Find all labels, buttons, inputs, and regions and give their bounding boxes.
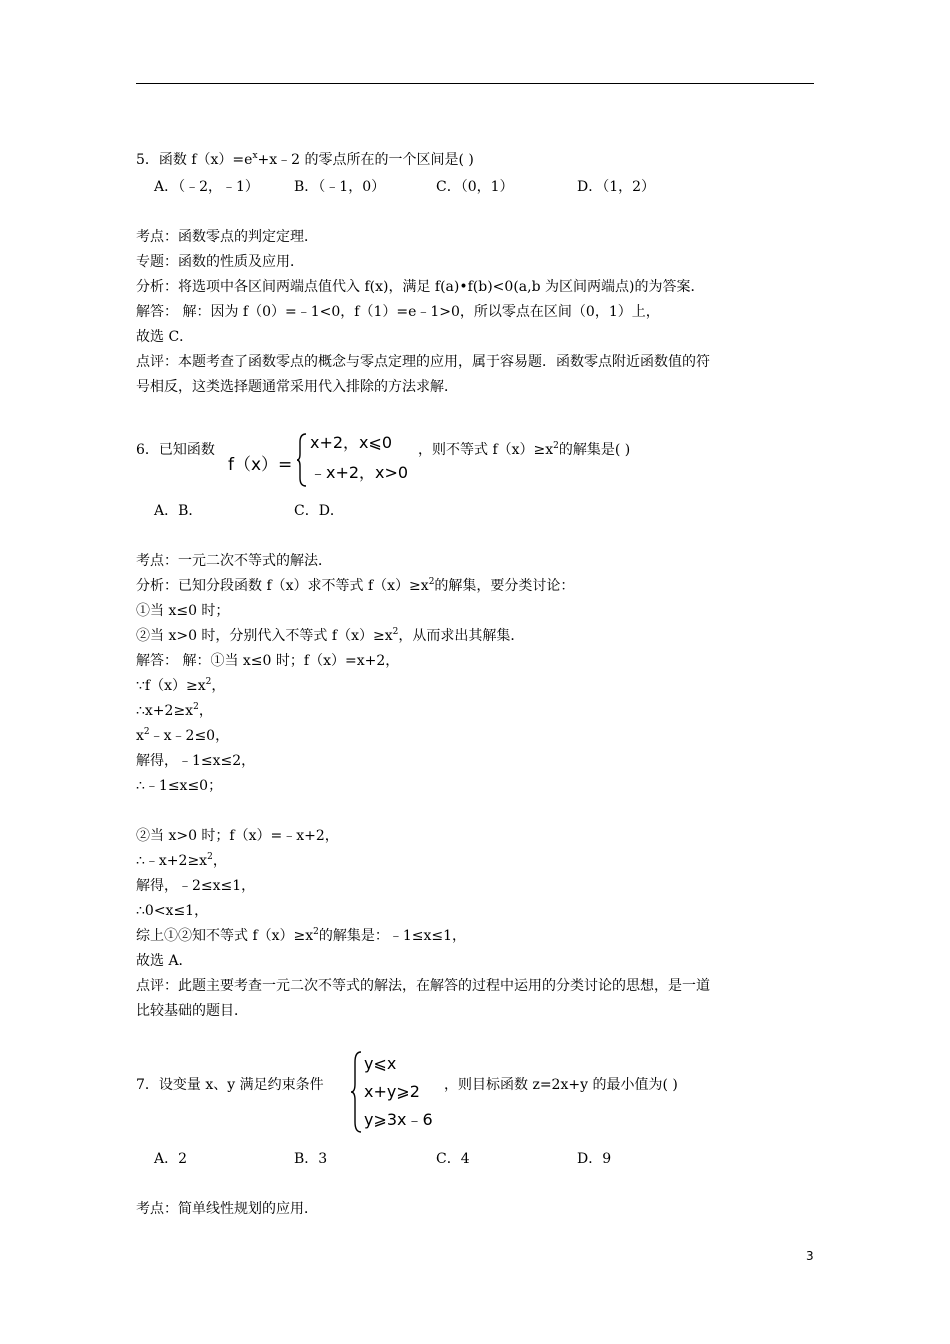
q6-solution-10: ∴0<x≤1， (136, 903, 209, 919)
q5-stem: 5．函数 $f(x)=e^x+x﹣2$ 的零点所在的一个区间是( ) (136, 151, 474, 168)
q6-solution-2: $\because f(x)\ge x^2$， (136, 677, 226, 694)
q7-option-c[interactable]: C．4 (436, 1151, 470, 1167)
q6-piece-2: ﹣x+2，x>0 (310, 463, 409, 482)
q6-piece-1: x+2，x⩽0 (310, 433, 393, 452)
q6-solution-4: $x^2﹣x﹣2\le 0$， (136, 727, 230, 744)
q7-left-brace (350, 1050, 363, 1134)
q5-kaodian: 考点：函数零点的判定定理． (136, 229, 318, 245)
q5-option-b[interactable]: B．（﹣1，0） (294, 179, 386, 195)
page-number: 3 (806, 1249, 814, 1263)
q6-solution-1: 解答： 解：①当 x≤0 时；f（x）=x+2， (136, 653, 400, 669)
q6-kaodian: 考点：一元二次不等式的解法． (136, 553, 332, 569)
q6-stem-suffix: ，则不等式 $f(x)\ge x^2$的解集是( ) (418, 441, 631, 458)
q6-solution-5: 解得，﹣1≤x≤2， (136, 753, 256, 769)
q6-case-1: ①当 x≤0 时； (136, 603, 230, 619)
q6-func-lhs: f（x）= (228, 455, 293, 475)
q5-option-c[interactable]: C．（0，1） (436, 179, 514, 195)
q7-option-b[interactable]: B．3 (294, 1151, 328, 1167)
header-rule (136, 83, 814, 84)
q5-dianping-1: 点评：本题考查了函数零点的概念与零点定理的应用，属于容易题．函数零点附近函数值的符 (136, 354, 710, 370)
q6-solution-6: ∴﹣1≤x≤0； (136, 778, 223, 794)
q5-guxuan: 故选 C． (136, 329, 194, 345)
q7-stem-suffix: ，则目标函数 z=2x+y 的最小值为( ) (444, 1077, 678, 1093)
q6-guxuan: 故选 A． (136, 953, 193, 969)
q5-option-a[interactable]: A．（﹣2，﹣1） (154, 179, 259, 195)
q5-fenxi: 分析：将选项中各区间两端点值代入 f(x)，满足 f(a)•f(b)<0(a,b 为区间两端点)的为答案． (136, 279, 705, 295)
q6-solution-7: ②当 x>0 时；f（x）=﹣x+2， (136, 828, 339, 844)
q6-solution-3: $\therefore x+2\ge x^2$， (136, 702, 213, 719)
q6-solution-11: 综上①②知不等式 $f(x)\ge x^2$的解集是：﹣1≤x≤1， (136, 927, 467, 944)
q6-case-2: ②当 x>0 时，分别代入不等式 $f(x)\ge x^2$，从而求出其解集． (136, 627, 525, 644)
q5-jieda: 解答： 解：因为 f（0）=﹣1<0，f（1）=e﹣1>0，所以零点在区间（0，1）上， (136, 304, 660, 320)
q7-constraint-1: y⩽x (364, 1054, 397, 1073)
q6-left-brace (296, 432, 308, 488)
q6-solution-8: $\therefore﹣x+2\ge x^2$， (136, 852, 227, 869)
q6-option-cd[interactable]: C．D． (294, 503, 344, 519)
q6-stem-prefix: 6．已知函数 (136, 442, 215, 458)
q7-option-d[interactable]: D．9 (577, 1151, 612, 1167)
q5-option-d[interactable]: D．（1，2） (577, 179, 656, 195)
q5-zhuanti: 专题：函数的性质及应用． (136, 254, 304, 270)
q7-option-a[interactable]: A．2 (154, 1151, 188, 1167)
q7-constraint-3: y⩾3x﹣6 (364, 1110, 433, 1129)
q5-dianping-2: 号相反，这类选择题通常采用代入排除的方法求解． (136, 379, 458, 395)
q6-solution-9: 解得，﹣2≤x≤1， (136, 878, 256, 894)
q7-constraint-2: x+y⩾2 (364, 1082, 420, 1101)
q7-kaodian: 考点：简单线性规划的应用． (136, 1201, 318, 1217)
q6-dianping-2: 比较基础的题目． (136, 1003, 248, 1019)
q6-dianping-1: 点评：此题主要考查一元二次不等式的解法，在解答的过程中运用的分类讨论的思想，是一道 (136, 978, 710, 994)
q6-fenxi: 分析：已知分段函数 f（x）求不等式 $f(x)\ge x^2$的解集，要分类讨论： (136, 577, 575, 594)
q7-stem-prefix: 7．设变量 x、y 满足约束条件 (136, 1077, 324, 1093)
q6-option-ab[interactable]: A．B． (154, 503, 203, 519)
